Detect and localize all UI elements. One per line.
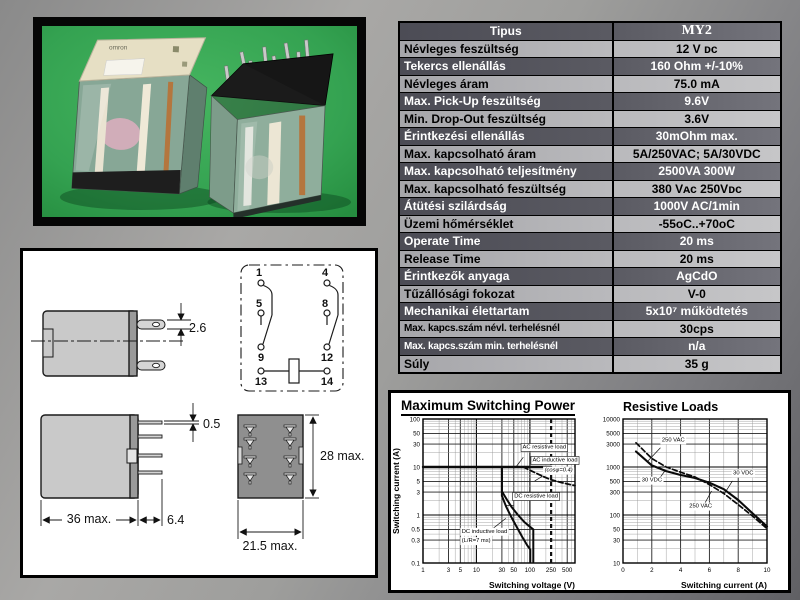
spec-value: 30cps xyxy=(679,321,714,336)
annotation-label: (L/R=7 ms) xyxy=(461,538,491,545)
pin-label-5: 5 xyxy=(255,298,263,310)
spec-row xyxy=(400,128,780,146)
spec-value: 12 V ᴅᴄ xyxy=(675,41,718,56)
dim-pin-length xyxy=(140,479,162,526)
spec-value: AgCdO xyxy=(676,269,718,284)
pin-label-13: 13 xyxy=(254,376,268,388)
side-view-bottom xyxy=(41,415,162,498)
dim-body-height xyxy=(305,415,319,498)
annotation-label: AC resistive load xyxy=(522,444,567,451)
annotation-label: 250 VAC xyxy=(661,437,685,444)
spec-value: 9.6V xyxy=(684,94,710,109)
spec-table xyxy=(398,21,782,374)
spec-value: 75.0 mA xyxy=(673,76,720,91)
spec-label: Operate Time xyxy=(400,233,614,250)
spec-row xyxy=(400,181,780,199)
spec-row xyxy=(400,338,780,356)
y-axis-label: Switching current (A) xyxy=(391,448,401,534)
svg-text:50: 50 xyxy=(510,567,518,574)
spec-label: Release Time xyxy=(400,251,614,268)
spec-row xyxy=(400,111,780,129)
dimension-drawing xyxy=(23,251,375,575)
spec-row xyxy=(400,286,780,304)
spec-label: Tűzállósági fokozat xyxy=(400,286,614,303)
annotation-label: AC inductive load xyxy=(532,457,578,464)
spec-label: Max. kapcs.szám névl. terhelésnél xyxy=(400,321,614,338)
spec-value: 160 Ohm +/-10% xyxy=(650,59,743,74)
svg-text:1: 1 xyxy=(421,567,425,574)
relay-photo-illustration xyxy=(42,26,357,217)
spec-label: Üzemi hőmérséklet xyxy=(400,216,614,233)
x-axis-label: Switching current (A) xyxy=(681,580,767,590)
dim-label-pin-thickness: 0.5 xyxy=(203,417,221,431)
x-axis-label: Switching voltage (V) xyxy=(489,580,575,590)
spec-row xyxy=(400,198,780,216)
spec-value: -55oC..+70oC xyxy=(658,216,735,231)
spec-value: 380 Vᴀᴄ 250Vᴅᴄ xyxy=(651,181,742,196)
svg-text:50: 50 xyxy=(413,430,420,438)
svg-text:3000: 3000 xyxy=(606,441,620,449)
spec-row xyxy=(400,163,780,181)
pin-label-8: 8 xyxy=(321,298,329,310)
svg-text:5: 5 xyxy=(458,567,463,574)
chart-title-resistive-loads: Resistive Loads xyxy=(623,400,719,414)
spec-label: Max. kapcsolható teljesítmény xyxy=(400,163,614,180)
pin-label-14: 14 xyxy=(320,376,334,388)
spec-value: 30mOhm max. xyxy=(655,129,738,144)
header-col-model: MY2 xyxy=(681,23,712,39)
pin-label-1: 1 xyxy=(255,267,263,279)
annotation-label: 30 VDC xyxy=(641,477,663,484)
svg-text:10: 10 xyxy=(472,567,480,574)
svg-text:30: 30 xyxy=(498,567,506,574)
spec-label: Mechanikai élettartam xyxy=(400,303,614,320)
spec-label: Max. kapcs.szám min. terhelésnél xyxy=(400,338,614,355)
spec-value: 20 ms xyxy=(679,234,714,249)
pin-label-4: 4 xyxy=(321,267,329,279)
spec-value: 35 g xyxy=(684,356,709,371)
table-header-row xyxy=(400,23,780,41)
svg-text:100: 100 xyxy=(409,417,420,424)
svg-text:10000: 10000 xyxy=(602,417,620,424)
annotation-label: 30 VDC xyxy=(733,470,754,477)
svg-text:50: 50 xyxy=(613,526,620,534)
spec-row xyxy=(400,41,780,59)
svg-text:0: 0 xyxy=(621,567,625,574)
dim-label-body-width: 36 max. xyxy=(66,512,112,526)
spec-row xyxy=(400,251,780,269)
curve xyxy=(636,443,767,529)
svg-text:2: 2 xyxy=(650,567,654,574)
spec-label: Névleges feszültség xyxy=(400,41,614,58)
annotation-label: DC inductive load xyxy=(461,528,508,535)
svg-text:4: 4 xyxy=(678,567,683,574)
spec-label: Érintkezők anyaga xyxy=(400,268,614,285)
dimension-drawing-panel xyxy=(20,248,378,578)
spec-label: Érintkezési ellenállás xyxy=(400,128,614,145)
spec-row xyxy=(400,216,780,234)
svg-text:3: 3 xyxy=(416,489,420,497)
relay-photo-panel xyxy=(33,17,366,226)
spec-row xyxy=(400,303,780,321)
svg-text:300: 300 xyxy=(609,489,620,497)
svg-text:6: 6 xyxy=(707,567,712,574)
svg-text:10: 10 xyxy=(613,560,620,568)
spec-row xyxy=(400,146,780,164)
spec-value: V-0 xyxy=(687,286,706,301)
svg-text:10: 10 xyxy=(413,464,420,472)
spec-value: 5A/250VAC; 5A/30VDC xyxy=(632,146,761,161)
spec-row xyxy=(400,76,780,94)
dim-base-width xyxy=(238,500,303,539)
svg-text:5: 5 xyxy=(416,478,420,486)
spec-label: Max. kapcsolható feszültség xyxy=(400,181,614,198)
spec-label: Súly xyxy=(400,356,614,373)
annotation-label: (cosφ=0.4) xyxy=(544,467,573,474)
chart-resistive-loads xyxy=(587,417,787,591)
svg-text:5000: 5000 xyxy=(606,430,620,438)
spec-row xyxy=(400,58,780,76)
header-col-type: Tipus xyxy=(400,23,614,40)
svg-text:100: 100 xyxy=(609,512,620,520)
dim-pin-width xyxy=(167,303,191,346)
spec-value: 3.6V xyxy=(684,111,710,126)
charts-panel xyxy=(388,390,791,593)
dim-pin-thickness xyxy=(164,403,199,442)
spec-value: 1000V AC/1min xyxy=(653,199,740,214)
annotation-label: DC resistive load xyxy=(514,493,559,500)
spec-label: Min. Drop-Out feszültség xyxy=(400,111,614,128)
dim-label-base-width: 21.5 max. xyxy=(242,539,298,553)
svg-text:500: 500 xyxy=(562,567,573,574)
relay-right xyxy=(209,40,333,217)
spec-label: Átütési szilárdság xyxy=(400,198,614,215)
spec-label: Névleges áram xyxy=(400,76,614,93)
spec-row xyxy=(400,93,780,111)
svg-text:100: 100 xyxy=(524,567,536,574)
svg-text:8: 8 xyxy=(736,567,740,574)
svg-text:10: 10 xyxy=(763,567,771,574)
svg-text:0.1: 0.1 xyxy=(411,560,420,568)
spec-label: Max. Pick-Up feszültség xyxy=(400,93,614,110)
side-view-top xyxy=(31,311,185,376)
svg-text:30: 30 xyxy=(613,537,620,545)
spec-row xyxy=(400,321,780,339)
pin-label-9: 9 xyxy=(257,352,265,364)
chart-title-max-switching-power: Maximum Switching Power xyxy=(401,398,575,416)
spec-value: n/a xyxy=(688,339,706,354)
chart-max-switching-power xyxy=(391,417,591,591)
dim-label-pin-length: 6.4 xyxy=(167,513,185,527)
pin-diagram xyxy=(241,265,343,391)
spec-label: Tekercs ellenállás xyxy=(400,58,614,75)
dim-label-pin-width: 2.6 xyxy=(189,321,207,335)
svg-text:500: 500 xyxy=(609,478,620,486)
svg-text:3: 3 xyxy=(446,567,451,574)
annotation-label: 250 VAC xyxy=(689,503,713,510)
brand-text: omron xyxy=(109,44,128,52)
spec-value: 2500VA 300W xyxy=(658,164,736,179)
spec-row xyxy=(400,356,780,373)
spec-label: Max. kapcsolható áram xyxy=(400,146,614,163)
spec-row xyxy=(400,268,780,286)
relay-left xyxy=(72,31,210,195)
bottom-view xyxy=(238,415,303,498)
svg-text:0.5: 0.5 xyxy=(411,526,420,534)
svg-text:1: 1 xyxy=(416,512,420,520)
spec-value: 20 ms xyxy=(679,251,714,266)
dim-label-body-height: 28 max. xyxy=(320,449,365,463)
spec-row xyxy=(400,233,780,251)
svg-text:1000: 1000 xyxy=(606,464,620,472)
pin-label-12: 12 xyxy=(320,352,334,364)
svg-text:250: 250 xyxy=(545,567,557,574)
spec-value: 5x10⁷ működtetés xyxy=(645,304,748,319)
svg-text:30: 30 xyxy=(413,441,420,449)
svg-text:0.3: 0.3 xyxy=(411,537,420,545)
